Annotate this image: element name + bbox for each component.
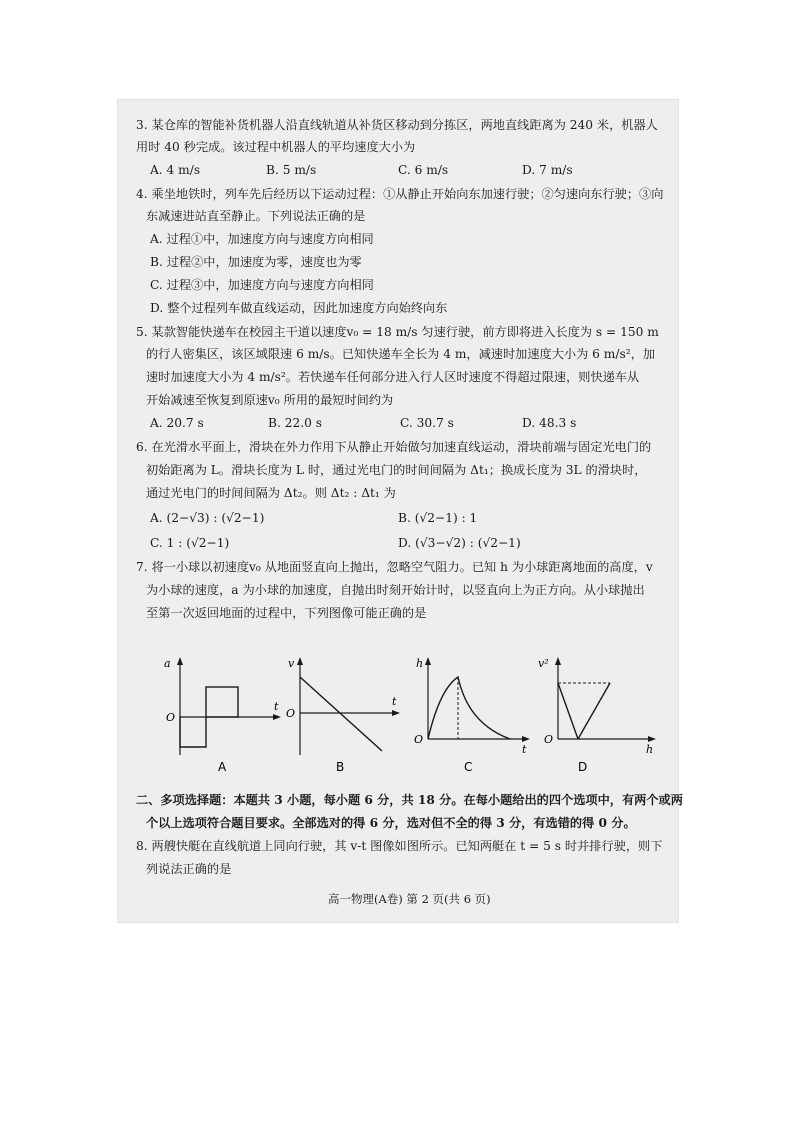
q6-option-a: A. (2−√3) : (√2−1) bbox=[150, 511, 265, 525]
graph-b-ylabel: v bbox=[288, 657, 295, 670]
graph-d-ylabel: v² bbox=[538, 657, 549, 670]
q7-line-1: 7. 将一小球以初速度v₀ 从地面竖直向上抛出，忽略空气阻力。已知 h 为小球距离地面的高度，v bbox=[136, 560, 653, 574]
q8-line-1: 8. 两艘快艇在直线航道上同向行驶，其 v-t 图像如图所示。已知两艇在 t = 5 s 时并排行驶，则下 bbox=[136, 839, 663, 853]
q5-line-1: 5. 某款智能快递车在校园主干道以速度v₀ = 18 m/s 匀速行驶，前方即将进入长度为 s = 150 m bbox=[136, 325, 659, 339]
q6-line-3: 通过光电门的时间间隔为 Δt₂。则 Δt₂ : Δt₁ 为 bbox=[146, 486, 396, 500]
q5-option-c: C. 30.7 s bbox=[400, 416, 454, 430]
section2-line-2: 个以上选项符合题目要求。全部选对的得 6 分，选对但不全的得 3 分，有选错的得 0 分。 bbox=[146, 816, 636, 830]
q6-line-1: 6. 在光滑水平面上，滑块在外力作用下从静止开始做匀加速直线运动，滑块前端与固定光电门的 bbox=[136, 440, 652, 454]
q6-option-c: C. 1 : (√2−1) bbox=[150, 536, 230, 550]
q4-option-d: D. 整个过程列车做直线运动，因此加速度方向始终向东 bbox=[150, 301, 448, 315]
graph-c-ylabel: h bbox=[416, 657, 424, 670]
q6-option-b: B. (√2−1) : 1 bbox=[398, 511, 478, 525]
graph-a-caption: A bbox=[218, 760, 227, 774]
graph-d-origin: O bbox=[544, 733, 554, 746]
graph-a-ylabel: a bbox=[164, 657, 171, 670]
q8-line-2: 列说法正确的是 bbox=[146, 862, 232, 876]
q3-line-1: 3. 某仓库的智能补货机器人沿直线轨道从补货区移动到分拣区，两地直线距离为 240 米，机器人 bbox=[136, 118, 658, 132]
q5-option-a: A. 20.7 s bbox=[150, 416, 204, 430]
q5-line-3: 速时加速度大小为 4 m/s²。若快递车任何部分进入行人区时速度不得超过限速，则快递车从 bbox=[146, 370, 640, 384]
graph-c bbox=[414, 655, 544, 775]
q3-option-d: D. 7 m/s bbox=[522, 163, 573, 177]
q5-option-d: D. 48.3 s bbox=[522, 416, 577, 430]
q4-line-1: 4. 乘坐地铁时，列车先后经历以下运动过程：①从静止开始向东加速行驶；②匀速向东行驶；③向 bbox=[136, 187, 664, 201]
page-footer: 高一物理(A卷) 第 2 页(共 6 页) bbox=[328, 892, 491, 906]
graph-d-xlabel: h bbox=[646, 743, 654, 756]
graph-a bbox=[156, 655, 286, 775]
q3-line-2: 用时 40 秒完成。该过程中机器人的平均速度大小为 bbox=[136, 140, 416, 154]
q3-option-b: B. 5 m/s bbox=[266, 163, 317, 177]
graph-d bbox=[534, 655, 664, 775]
q4-line-2: 东减速进站直至静止。下列说法正确的是 bbox=[146, 209, 366, 223]
section2-line-1: 二、多项选择题：本题共 3 小题，每小题 6 分，共 18 分。在每小题给出的四个选项中，有两个或两 bbox=[136, 793, 683, 807]
q5-option-b: B. 22.0 s bbox=[268, 416, 322, 430]
q5-line-2: 的行人密集区，该区域限速 6 m/s。已知快递车全长为 4 m，减速时加速度大小为 6 m/s²，加 bbox=[146, 347, 655, 361]
graph-b-xlabel: t bbox=[392, 695, 397, 708]
q6-option-d: D. (√3−√2) : (√2−1) bbox=[398, 536, 521, 550]
q3-option-c: C. 6 m/s bbox=[398, 163, 449, 177]
q4-option-b: B. 过程②中，加速度为零，速度也为零 bbox=[150, 255, 362, 269]
graph-b bbox=[286, 655, 416, 775]
q4-option-c: C. 过程③中，加速度方向与速度方向相同 bbox=[150, 278, 374, 292]
q5-line-4: 开始减速至恢复到原速v₀ 所用的最短时间约为 bbox=[146, 393, 394, 407]
q3-option-a: A. 4 m/s bbox=[150, 163, 201, 177]
graph-c-caption: C bbox=[464, 760, 473, 774]
graph-c-xlabel: t bbox=[522, 743, 527, 756]
graph-b-caption: B bbox=[336, 760, 345, 774]
graph-a-xlabel: t bbox=[274, 700, 279, 713]
q7-line-3: 至第一次返回地面的过程中，下列图像可能正确的是 bbox=[146, 606, 427, 620]
graph-b-origin: O bbox=[286, 707, 296, 720]
graph-c-origin: O bbox=[414, 733, 424, 746]
graph-d-caption: D bbox=[578, 760, 588, 774]
q7-line-2: 为小球的速度，a 为小球的加速度，自抛出时刻开始计时，以竖直向上为正方向。从小球抛出 bbox=[146, 583, 645, 597]
graph-a-origin: O bbox=[166, 711, 176, 724]
exam-page bbox=[118, 100, 683, 922]
q4-option-a: A. 过程①中，加速度方向与速度方向相同 bbox=[150, 232, 374, 246]
q6-line-2: 初始距离为 L。滑块长度为 L 时，通过光电门的时间间隔为 Δt₁；换成长度为 3L 的滑块时， bbox=[146, 463, 647, 477]
